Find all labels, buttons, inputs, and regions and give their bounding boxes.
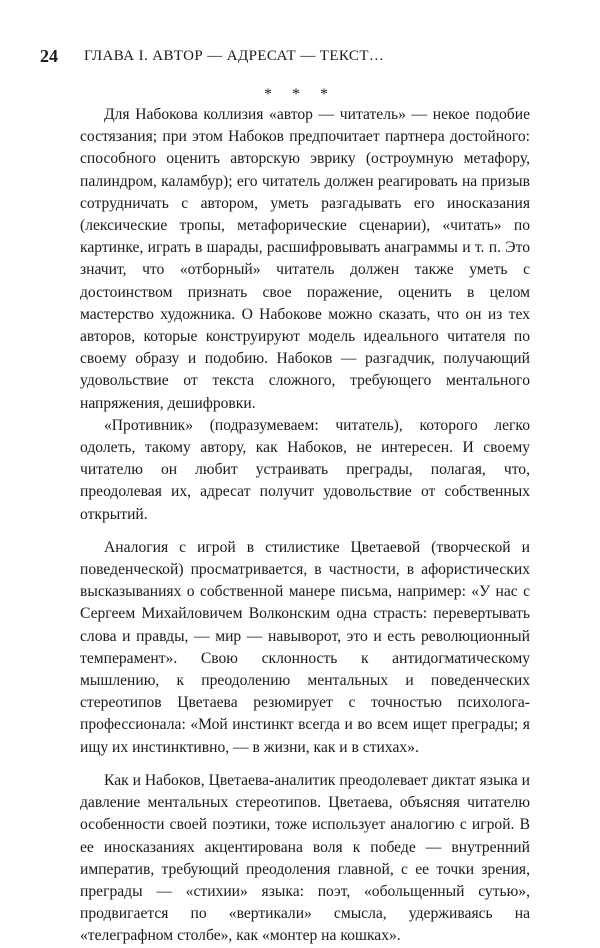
paragraph: «Противник» (подразумеваем: читатель), которого легко одолеть, такому автору, как Набоков, не интересен. И своему читателю он любит устраивать преграды, полагая, что, преодолевая их, адресат получит удовольствие от собственных открытий. — [80, 416, 530, 523]
body-text — [80, 104, 530, 948]
running-head: ГЛАВА I. АВТОР — АДРЕСАТ — ТЕКСТ… — [84, 48, 385, 64]
page-header — [40, 46, 560, 70]
paragraph: Аналогия с игрой в стилистике Цветаевой (творческой и поведенческой) просматривается, в частности, в афористических высказываниях о собственной манере письма, например: «У нас с Сергеем Михайловичем Волконским одна страсть: перевертывать слова и правды, — мир — навыворот, это и есть революционный темперамент». Свою склонность к антидогматическому мышлению, к преодолению ментальных и поведенческих стереотипов Цветаева резюмирует с точностью психолога-профессионала: «Мой инстинкт всегда и во всем ищет преграды; я ищу их инстинктивно, — в жизни, как и в стихах». — [80, 538, 530, 756]
paragraph: Как и Набоков, Цветаева-аналитик преодолевает диктат языка и давление ментальных стереотипов. Цветаева, объясняя читателю особенности своей поэтики, тоже использует аналогию с игрой. В ее иносказаниях акцентирована воля к победе — внутренний императив, требующий преодоления главной, с ее точки зрения, преграды — «стихии» языка: поэт, «обольщенный сутью», продвигается по «вертикали» смысла, удерживаясь на «телеграфном столбе», как «монтер на кошках». — [80, 771, 530, 945]
paragraph: Для Набокова коллизия «автор — читатель» — некое подобие состязания; при этом Набоков предпочитает партнера достойного: способного оценить авторскую эврику (остроумную метафору, палиндром, каламбур); его читатель должен реагировать на призыв сотрудничать с автором, уметь разгадывать его иносказания (лексические тропы, метафорические сценарии), «читать» по картинке, играть в шарады, расшифровывать анаграммы и т. п. Это значит, что «отборный» читатель должен также уметь с достоинством признать свое поражение, оценить в целом мастерство художника. О Набокове можно сказать, что он из тех авторов, которые конструируют модель идеального читателя по своему образу и подобию. Набоков — разгадчик, получающий удовольствие от текста сложного, требующего ментального напряжения, дешифровки. — [80, 106, 530, 412]
page-number: 24 — [40, 46, 58, 66]
section-break: * * * — [264, 86, 336, 103]
